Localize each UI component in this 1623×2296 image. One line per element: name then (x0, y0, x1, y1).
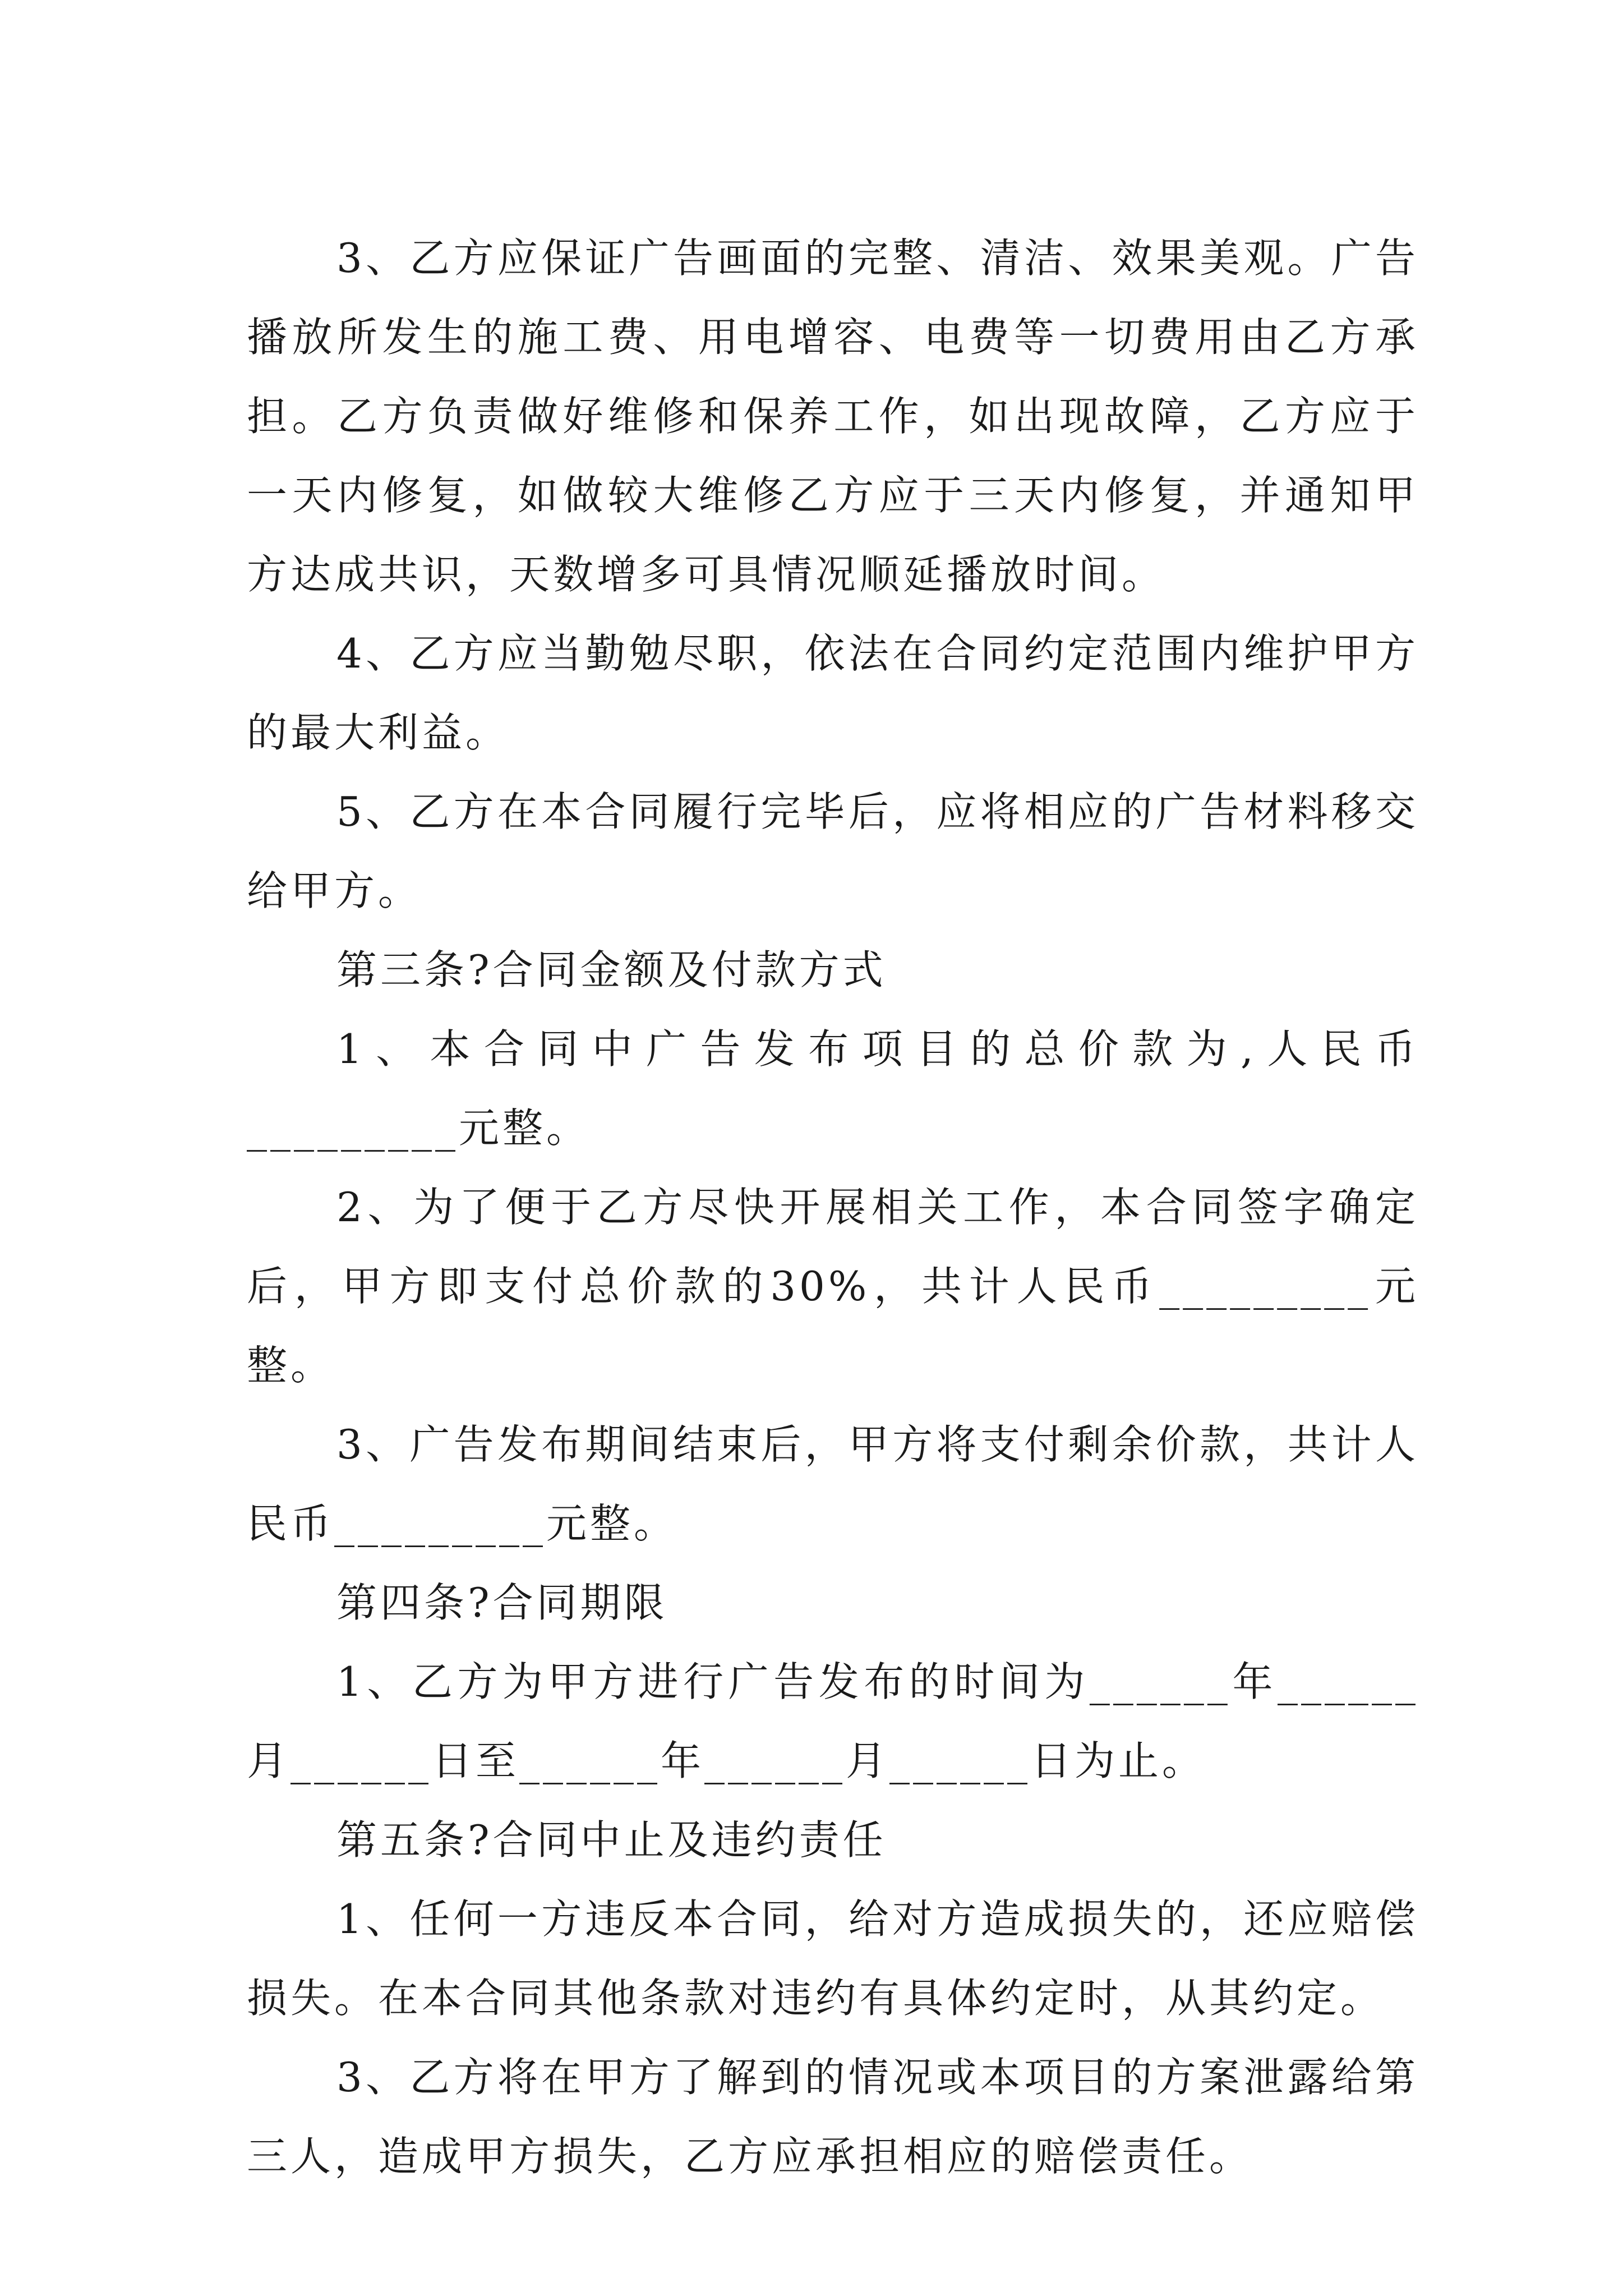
clause-paragraph: 4、乙方应当勤勉尽职，依法在合同约定范围内维护甲方的最大利益。 (247, 630, 1419, 756)
clause-paragraph: 1、任何一方违反本合同，给对方造成损失的，还应赔偿损失。在本合同其他条款对违约有具体约定时，从其约定。 (247, 1895, 1419, 2022)
clause-paragraph: 3、乙方应保证广告画面的完整、清洁、效果美观。广告播放所发生的施工费、用电增容、电费等一切费用由乙方承担。乙方负责做好维修和保养工作，如出现故障，乙方应于一天内修复，如做较大维修乙方应于三天内修复，并通知甲方达成共识，天数增多可具情况顺延播放时间。 (247, 234, 1419, 598)
article-heading: 第三条?合同金额及付款方式 (336, 946, 887, 993)
clause-paragraph: 3、广告发布期间结束后，甲方将支付剩余价款，共计人民币_________元整。 (247, 1421, 1419, 1547)
article-heading: 第四条?合同期限 (336, 1579, 668, 1626)
clause-paragraph: 1、乙方为甲方进行广告发布的时间为______年______月______日至______年______月______日为止。 (247, 1658, 1419, 1784)
clause-paragraph: 5、乙方在本合同履行完毕后，应将相应的广告材料移交给甲方。 (247, 788, 1419, 914)
clause-paragraph: 1、本合同中广告发布项目的总价款为,人民币_________元整。 (247, 1025, 1419, 1152)
document-body (247, 219, 1419, 2196)
article-heading: 第五条?合同中止及违约责任 (336, 1816, 887, 1864)
clause-paragraph: 3、乙方将在甲方了解到的情况或本项目的方案泄露给第三人，造成甲方损失，乙方应承担相应的赔偿责任。 (247, 2054, 1419, 2180)
clause-paragraph: 2、为了便于乙方尽快开展相关工作，本合同签字确定后，甲方即支付总价款的30%，共计人民币_________元整。 (247, 1184, 1419, 1389)
